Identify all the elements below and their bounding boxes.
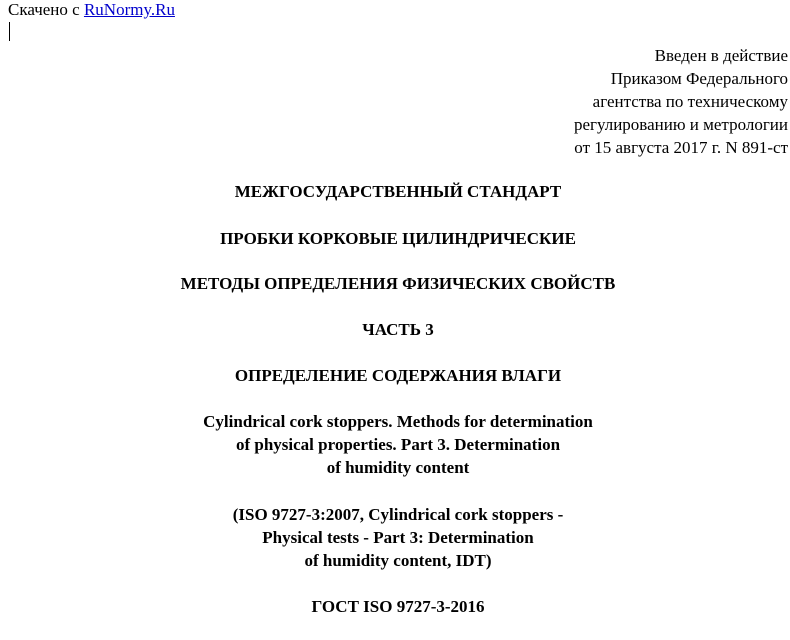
decree-line: регулированию и метрологии — [573, 115, 788, 134]
english-title-line: Cylindrical cork stoppers. Methods for determination — [203, 412, 593, 431]
english-title-line: of physical properties. Part 3. Determination — [235, 435, 561, 454]
source-link[interactable]: RuNormy.Ru — [83, 0, 175, 19]
iso-reference-line: of humidity content, IDT) — [304, 551, 492, 570]
document-title — [0, 227, 790, 250]
english-title — [0, 410, 790, 479]
iso-reference-line: Physical tests - Part 3: Determination — [262, 528, 534, 547]
english-title-line: of humidity content — [326, 458, 470, 477]
iso-reference-line: (ISO 9727-3:2007, Cylindrical cork stoppers - — [232, 505, 564, 524]
part-heading — [0, 318, 790, 341]
standard-designation — [0, 595, 790, 618]
standard-type-heading — [0, 180, 790, 203]
document-subtitle — [0, 272, 790, 295]
decree-block — [574, 44, 788, 159]
document-title-text: ПРОБКИ КОРКОВЫЕ ЦИЛИНДРИЧЕСКИЕ — [220, 229, 576, 248]
standard-designation-text: ГОСТ ISO 9727-3-2016 — [311, 597, 485, 616]
iso-reference — [0, 503, 790, 572]
part-title — [0, 364, 790, 387]
document-subtitle-text: МЕТОДЫ ОПРЕДЕЛЕНИЯ ФИЗИЧЕСКИХ СВОЙСТВ — [180, 274, 616, 293]
decree-line: Введен в действие — [654, 46, 788, 65]
standard-type-text: МЕЖГОСУДАРСТВЕННЫЙ СТАНДАРТ — [234, 182, 562, 201]
text-cursor — [9, 22, 10, 41]
decree-line: Приказом Федерального — [610, 69, 788, 88]
source-prefix: Скачено с — [8, 0, 80, 19]
decree-line: от 15 августа 2017 г. N 891-ст — [574, 138, 788, 157]
decree-line: агентства по техническому — [592, 92, 788, 111]
source-line — [8, 0, 175, 20]
part-title-text: ОПРЕДЕЛЕНИЕ СОДЕРЖАНИЯ ВЛАГИ — [234, 366, 562, 385]
part-heading-text: ЧАСТЬ 3 — [362, 320, 434, 339]
